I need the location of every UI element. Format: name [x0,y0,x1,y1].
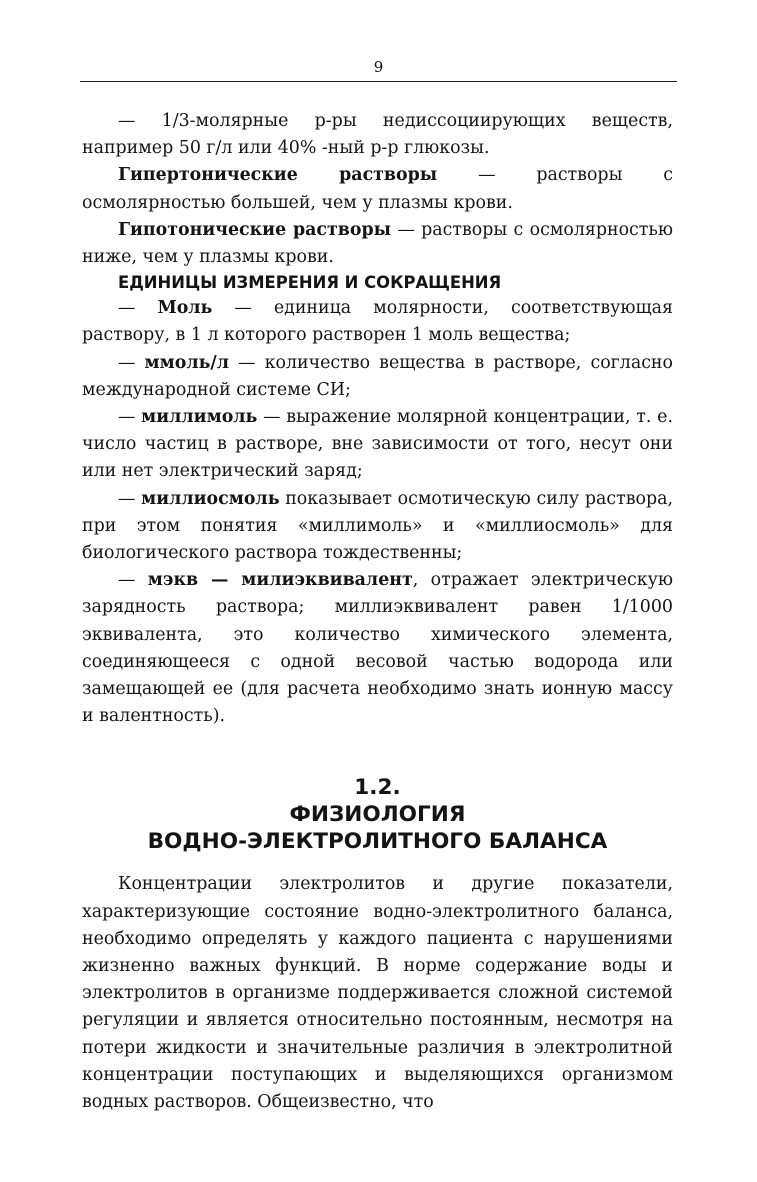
term-hypotonic: Гипотонические растворы [118,219,392,240]
term-mmol-l: ммоль/л [144,352,230,373]
definition-mol: — Моль — единица молярности, соответствующая раствору, в 1 л которого растворен 1 моль вещества; [82,298,673,346]
definition-millimol: — миллимоль — выражение молярной концентрации, т. е. число частиц в растворе, вне зависимости от того, несут они или нет электрический заряд; [82,407,673,482]
definition-hypotonic: — растворы с осмолярностью ниже, чем у плазмы крови. [82,219,674,268]
term-mol: Моль [157,298,213,319]
header-rule [80,81,677,82]
paragraph-water-electrolyte: Концентрации электролитов и другие показатели, характеризующие состояние водно-электролитного баланса, необходимо определять у каждого пациента с нарушениями жизненно важных функций. В норме содержание воды и электролитов в организме поддерживается сложной системой регуляции и является относительно постоянным, несмотря на потери жидкости и значительные различия в электролитной концентрации поступающих и выделяющихся организмом водных растворов. Общеизвестно, что [82,874,673,1113]
definition-mmol-l: — ммоль/л — количество вещества в растворе, согласно международной системе СИ; [82,352,673,400]
section-number: 1.2. [354,775,401,801]
term-millimol: миллимоль [141,407,258,428]
paragraph-hypertonic [82,162,673,216]
term-milliosmol: миллиосмоль [141,488,280,509]
definition-meq: — мэкв — милиэквивалент, отражает электрическую зарядность раствора; миллиэквивалент равен 1/1000 эквивалента, это количество химического элемента, соединяющееся с одной весовой частью водорода или замещающей ее (для расчета необходимо знать ионную массу и валентность). [82,570,673,727]
subheading-units: ЕДИНИЦЫ ИЗМЕРЕНИЯ И СОКРАЩЕНИЯ [118,273,502,293]
page-number: 9 [373,58,384,76]
definition-milliosmol: — миллиосмоль показывает осмотическую силу раствора, при этом понятия «миллимоль» и «миллиосмоль» для биологического раствора тождественны; [82,488,673,564]
section-title-line-1: ФИЗИОЛОГИЯ [289,802,466,828]
section-heading [82,774,673,855]
paragraph-isotonic-example: — 1/3-молярные р-ры недиссоциирующих веществ, например 50 г/л или 40% -ный р-р глюкозы. [82,111,673,159]
body-text [82,108,673,1116]
term-meq: мэкв — милиэквивалент [147,570,413,591]
paragraph-hypotonic [82,217,673,271]
definition-hypertonic: — растворы с осмолярностью большей, чем у плазмы крови. [82,165,674,213]
section-title-line-2: ВОДНО-ЭЛЕКТРОЛИТНОГО БАЛАНСА [147,829,608,855]
term-hypertonic: Гипертонические растворы [118,165,438,186]
